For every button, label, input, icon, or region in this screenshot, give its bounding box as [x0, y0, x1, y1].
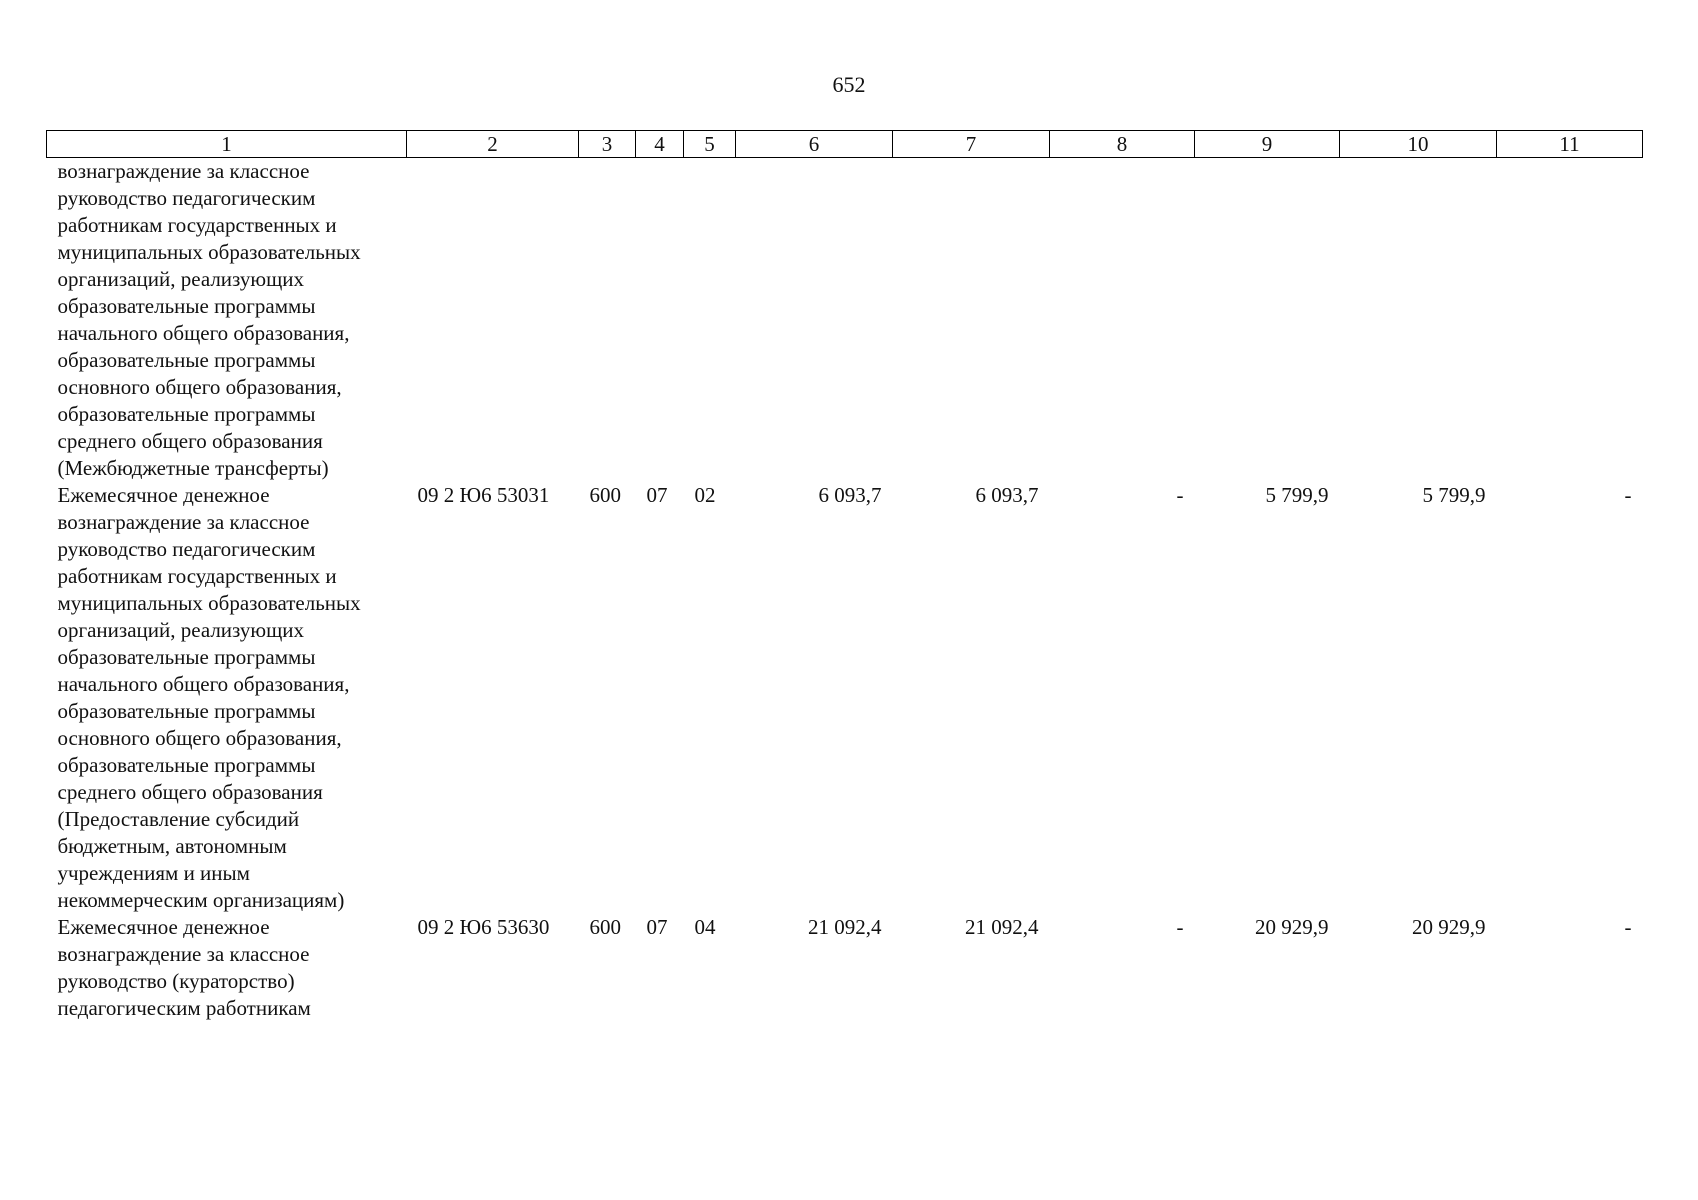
header-cell-3: 3 — [579, 131, 636, 158]
amount-col-7: 6 093,7 — [975, 483, 1039, 507]
amount-col-11: - — [1624, 483, 1632, 507]
header-cell-8: 8 — [1050, 131, 1195, 158]
column-number-header — [47, 131, 1643, 158]
table-row — [47, 158, 1643, 483]
header-cell-4: 4 — [636, 131, 684, 158]
amount-col-10: 5 799,9 — [1422, 483, 1486, 507]
header-cell-9: 9 — [1195, 131, 1340, 158]
amount-col-6 — [736, 158, 893, 483]
table-row — [47, 914, 1643, 1022]
section-code: 07 — [646, 483, 668, 507]
expense-type-code — [579, 158, 636, 483]
header-cell-2: 2 — [407, 131, 579, 158]
budget-table — [46, 130, 1643, 1022]
header-cell-1: 1 — [47, 131, 407, 158]
target-code: 09 2 Ю6 53630 — [417, 915, 550, 939]
amount-col-8: - — [1176, 915, 1184, 939]
amount-col-6: 21 092,4 — [808, 915, 882, 939]
amount-col-7: 21 092,4 — [965, 915, 1039, 939]
header-cell-5: 5 — [684, 131, 736, 158]
row-description: Ежемесячное денежное вознаграждение за классное руководство (кураторство) педагогическим работникам — [57, 915, 311, 1020]
target-code — [407, 158, 579, 483]
header-cell-7: 7 — [893, 131, 1050, 158]
table-row — [47, 482, 1643, 914]
section-code: 07 — [646, 915, 668, 939]
target-code: 09 2 Ю6 53031 — [417, 483, 550, 507]
amount-col-6: 6 093,7 — [818, 483, 882, 507]
header-cell-6: 6 — [736, 131, 893, 158]
amount-col-9: 5 799,9 — [1265, 483, 1329, 507]
subsection-code: 04 — [694, 915, 716, 939]
amount-col-10: 20 929,9 — [1412, 915, 1486, 939]
amount-col-8 — [1050, 158, 1195, 483]
amount-col-11 — [1497, 158, 1643, 483]
subsection-code: 02 — [694, 483, 716, 507]
amount-col-9 — [1195, 158, 1340, 483]
row-description: Ежемесячное денежное вознаграждение за классное руководство педагогическим работникам государственных и муниципальных образовательных организаций, реализующих образовательные программы начального общего образования, образовательные программы основного общего образования, образовательные программы среднего общего образования (Предоставление субсидий бюджетным, автономным учреждениям и иным некоммерческим организациям) — [57, 483, 361, 912]
row-description: вознаграждение за классное руководство педагогическим работникам государственных и муниципальных образовательных организаций, реализующих образовательные программы начального общего образования, образовательные программы основного общего образования, образовательные программы среднего общего образования (Межбюджетные трансферты) — [57, 159, 361, 480]
amount-col-7 — [893, 158, 1050, 483]
header-cell-11: 11 — [1497, 131, 1643, 158]
amount-col-11: - — [1624, 915, 1632, 939]
page-number: 652 — [832, 72, 866, 97]
section-code — [636, 158, 684, 483]
amount-col-10 — [1340, 158, 1497, 483]
amount-col-8: - — [1176, 483, 1184, 507]
expense-type-code: 600 — [589, 915, 621, 939]
header-row — [47, 131, 1643, 158]
amount-col-9: 20 929,9 — [1255, 915, 1329, 939]
header-cell-10: 10 — [1340, 131, 1497, 158]
expense-type-code: 600 — [589, 483, 621, 507]
subsection-code — [684, 158, 736, 483]
